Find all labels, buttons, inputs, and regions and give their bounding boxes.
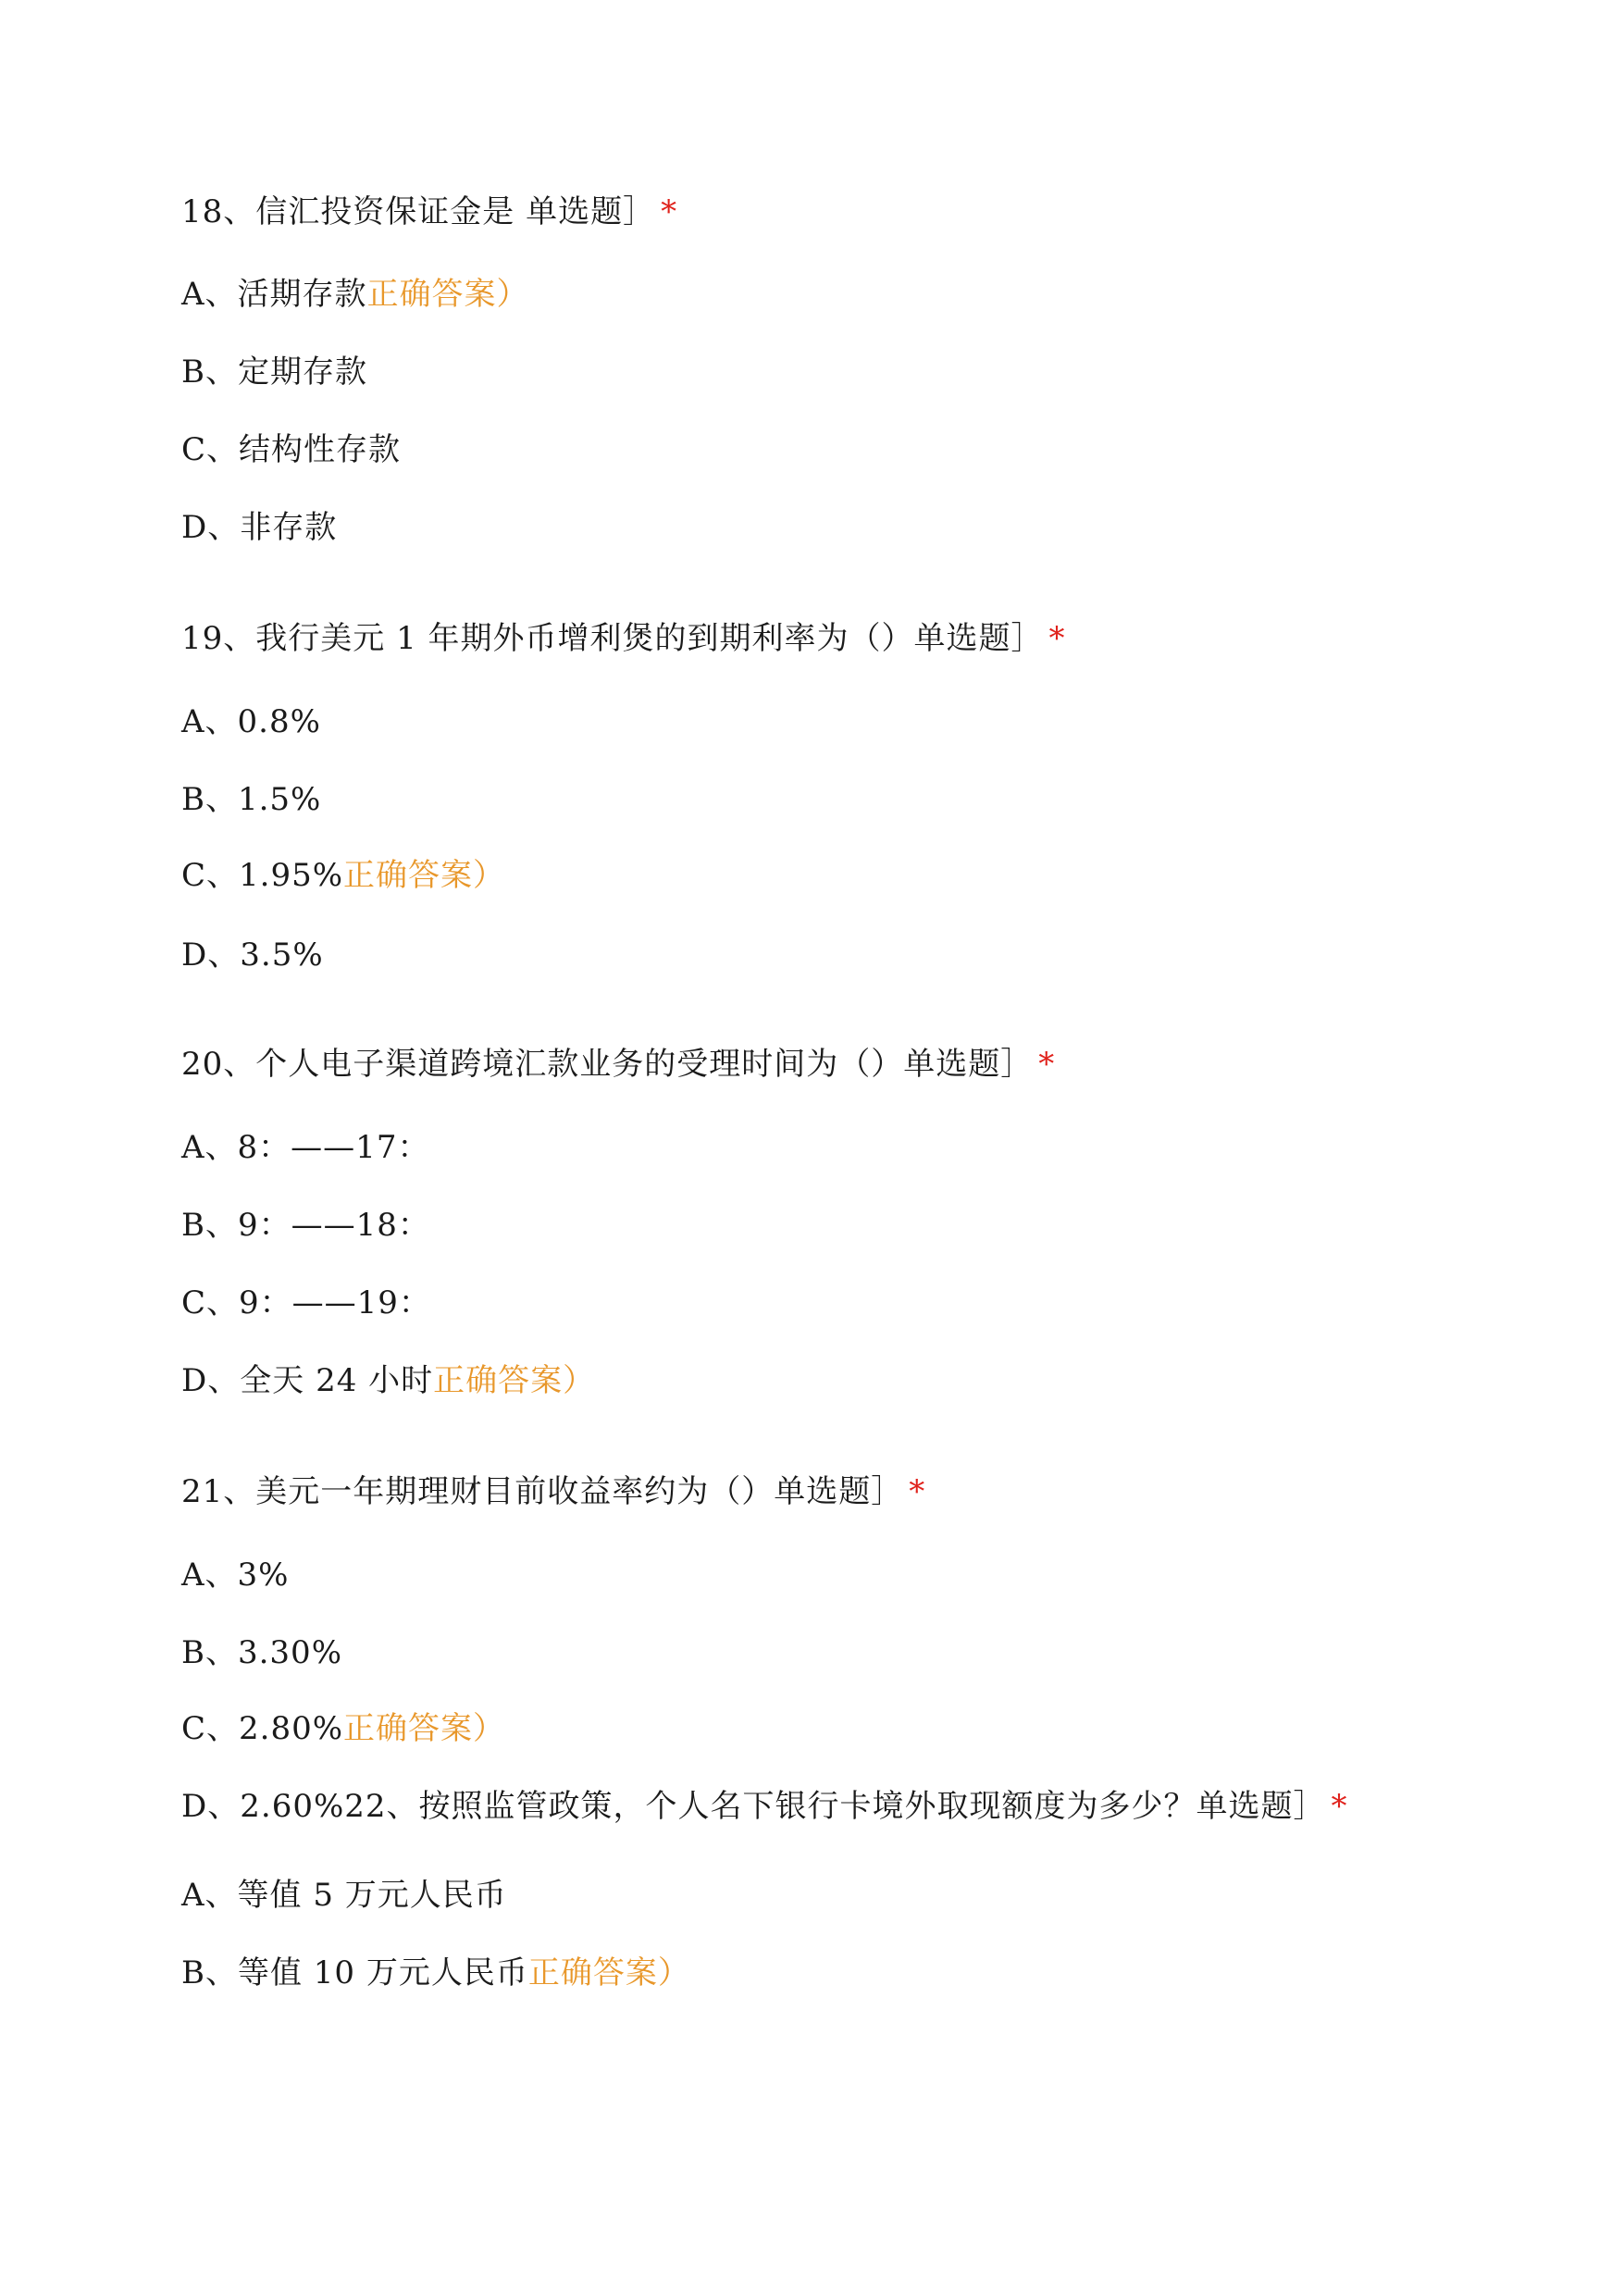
question-18-option-a[interactable]: A、活期存款正确答案）	[181, 276, 529, 313]
question-21-option-b[interactable]: B、3.30%	[181, 1634, 342, 1671]
correct-answer-tag: 正确答案）	[433, 1362, 596, 1399]
required-asterisk: *	[1038, 1046, 1056, 1083]
question-19-option-c[interactable]: C、1.95%正确答案）	[181, 857, 506, 894]
question-19-option-d[interactable]: D、3.5%	[181, 937, 324, 974]
question-21-title: 21、美元一年期理财目前收益率约为（）单选题］ *	[181, 1473, 926, 1510]
question-21-option-c[interactable]: C、2.80%正确答案）	[181, 1710, 506, 1747]
required-asterisk: *	[661, 193, 678, 230]
question-22-option-b[interactable]: B、等值 10 万元人民币正确答案）	[181, 1954, 690, 1991]
correct-answer-tag: 正确答案）	[343, 1710, 506, 1747]
question-19-option-a[interactable]: A、0.8%	[181, 703, 321, 740]
question-19-title: 19、我行美元 1 年期外币增利煲的到期利率为（）单选题］ *	[181, 620, 1066, 657]
correct-answer-tag: 正确答案）	[527, 1954, 690, 1991]
question-20-option-b[interactable]: B、9：——18：	[181, 1207, 430, 1244]
question-20-option-d[interactable]: D、全天 24 小时正确答案）	[181, 1362, 596, 1399]
required-asterisk: *	[909, 1473, 926, 1510]
question-18-title: 18、信汇投资保证金是 单选题］ *	[181, 193, 678, 230]
question-21-option-d[interactable]: D、2.60%22、按照监管政策，个人名下银行卡境外取现额度为多少？单选题］ *	[181, 1788, 1348, 1825]
question-21-option-a[interactable]: A、3%	[181, 1557, 290, 1594]
question-19-option-b[interactable]: B、1.5%	[181, 781, 322, 818]
question-18-option-c[interactable]: C、结构性存款	[181, 431, 402, 468]
correct-answer-tag: 正确答案）	[366, 276, 529, 313]
required-asterisk: *	[1331, 1788, 1348, 1825]
question-22-option-a[interactable]: A、等值 5 万元人民币	[181, 1877, 507, 1914]
required-asterisk: *	[1048, 620, 1066, 657]
question-20-option-a[interactable]: A、8：——17：	[181, 1129, 430, 1166]
question-18-option-b[interactable]: B、定期存款	[181, 354, 367, 391]
question-20-title: 20、个人电子渠道跨境汇款业务的受理时间为（）单选题］ *	[181, 1046, 1056, 1083]
question-18-option-d[interactable]: D、非存款	[181, 509, 338, 546]
question-20-option-c[interactable]: C、9：——19：	[181, 1284, 431, 1321]
correct-answer-tag: 正确答案）	[343, 857, 506, 894]
